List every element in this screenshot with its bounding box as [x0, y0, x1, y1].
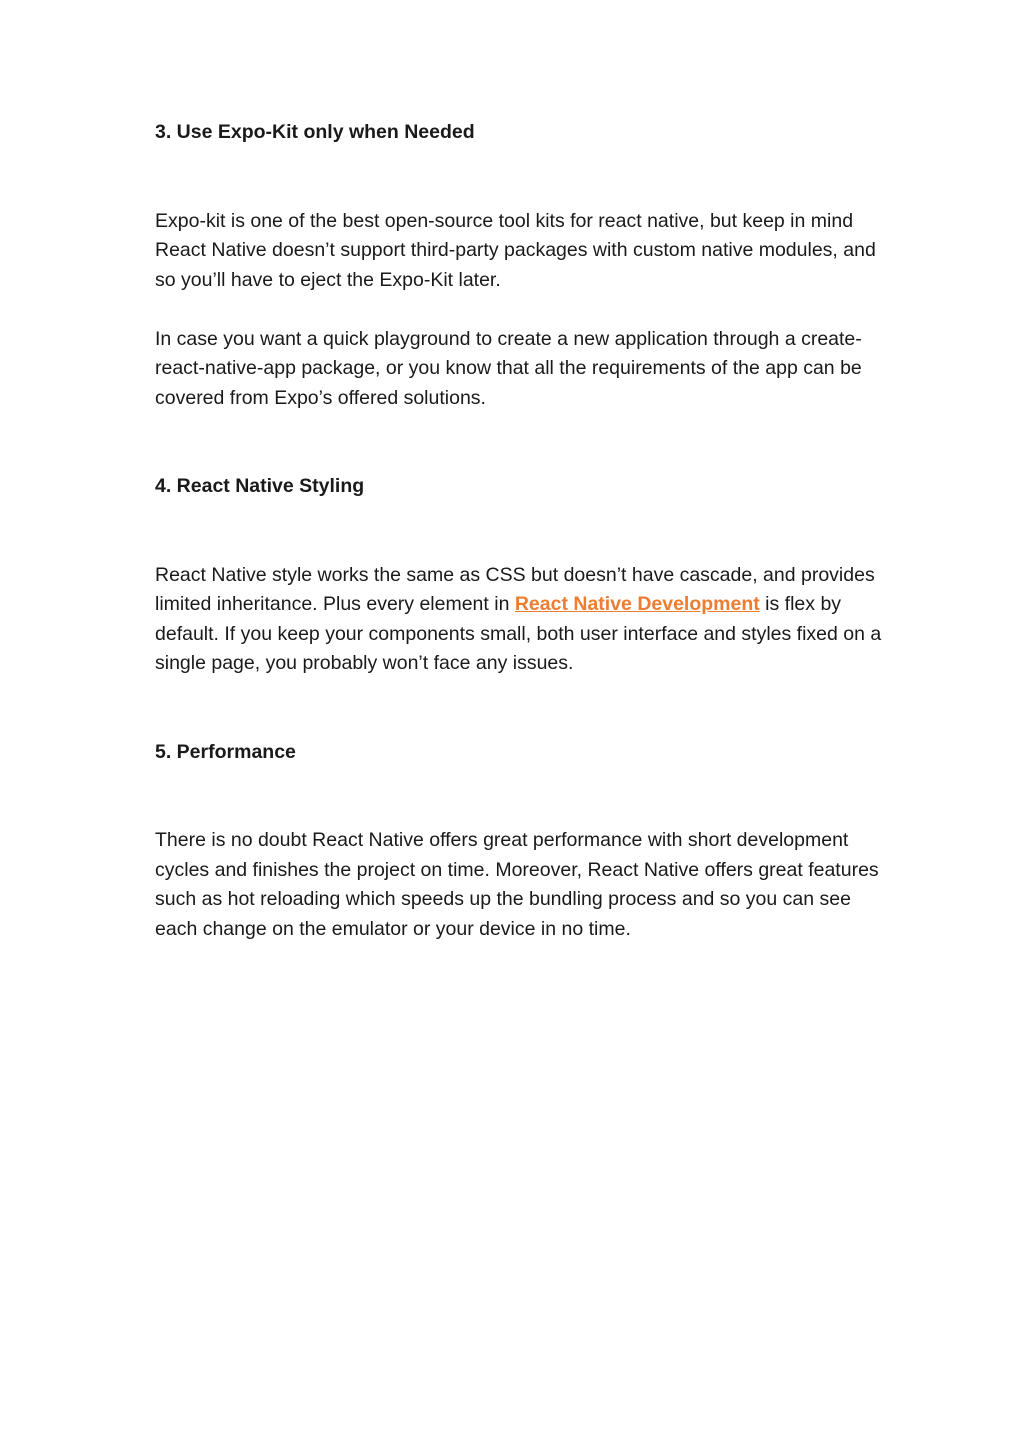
paragraph-styling-text-start: React Native style works the same as CSS but doesn’t have cascade, and provides limited inheritance. Plus every element in [155, 563, 875, 615]
paragraph-styling [155, 561, 885, 679]
paragraph-styling-text-end: is flex by default. If you keep your components small, both user interface and styles fixed on a single page, you probably won’t face any issues. [155, 593, 882, 674]
paragraph-expo-kit-usage: In case you want a quick playground to create a new application through a create-react-native-app package, or you know that all the requirements of the app can be covered from Expo’s offered solutions. [155, 327, 862, 409]
document-page [155, 118, 885, 944]
react-native-development-link[interactable]: React Native Development [514, 593, 760, 615]
paragraph-expo-kit-intro: Expo-kit is one of the best open-source tool kits for react native, but keep in mind React Native doesn’t support third-party packages with custom native modules, and so you’ll have to eject the Expo-Kit later. [155, 209, 876, 291]
paragraph-performance: There is no doubt React Native offers great performance with short development cycles and finishes the project on time. Moreover, React Native offers great features such as hot reloading which speeds up the bundling process and so you can see each change on the emulator or your device in no time. [155, 829, 879, 940]
section-heading-performance: 5. Performance [155, 740, 296, 763]
section-heading-styling: 4. React Native Styling [155, 475, 365, 497]
section-heading-expo-kit: 3. Use Expo-Kit only when Needed [155, 121, 475, 143]
